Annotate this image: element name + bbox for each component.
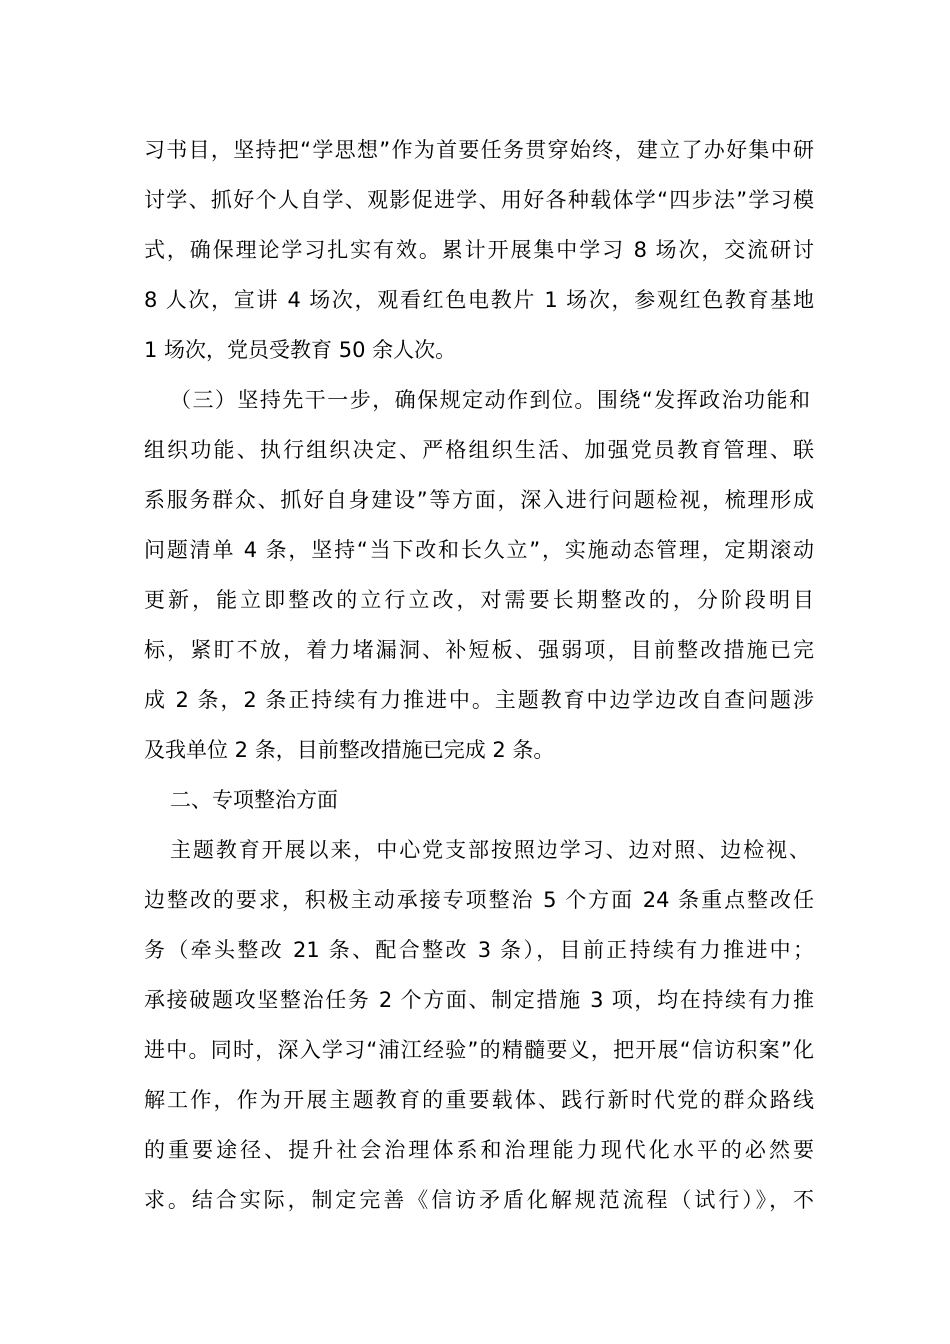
text-line: 解工作，作为开展主题教育的重要载体、践行新时代党的群众路线 xyxy=(144,1088,814,1112)
text-line: 边整改的要求，积极主动承接专项整治 5 个方面 24 条重点整改任 xyxy=(144,888,814,912)
paragraph-heading: （三）坚持先干一步，确保规定动作到位。围绕“发挥政治功能和 xyxy=(170,388,810,412)
text-line: 承接破题攻坚整治任务 2 个方面、制定措施 3 项，均在持续有力推 xyxy=(144,988,814,1012)
text-line: 的重要途径、提升社会治理体系和治理能力现代化水平的必然要 xyxy=(144,1138,814,1162)
text-line: 系服务群众、抓好自身建设”等方面，深入进行问题检视，梳理形成 xyxy=(144,488,814,512)
text-line: 主题教育开展以来，中心党支部按照边学习、边对照、边检视、 xyxy=(170,838,810,862)
text-line: 求。结合实际，制定完善《信访矛盾化解规范流程（试行）》，不 xyxy=(144,1188,814,1212)
text-line: 更新，能立即整改的立行立改，对需要长期整改的，分阶段明目 xyxy=(144,588,814,612)
text-line: 成 2 条，2 条正持续有力推进中。主题教育中边学边改自查问题涉 xyxy=(144,688,814,712)
text-line: 式，确保理论学习扎实有效。累计开展集中学习 8 场次，交流研讨 xyxy=(144,238,814,262)
text-line: 组织功能、执行组织决定、严格组织生活、加强党员教育管理、联 xyxy=(144,438,814,462)
text-line: 标，紧盯不放，着力堵漏洞、补短板、强弱项，目前整改措施已完 xyxy=(144,638,814,662)
section-heading: 二、专项整治方面 xyxy=(170,788,338,812)
text-line: 8 人次，宣讲 4 场次，观看红色电教片 1 场次，参观红色教育基地 xyxy=(144,288,814,312)
text-line: 习书目，坚持把“学思想”作为首要任务贯穿始终，建立了办好集中研 xyxy=(144,138,814,162)
text-line: 1 场次，党员受教育 50 余人次。 xyxy=(144,338,457,362)
text-line: 讨学、抓好个人自学、观影促进学、用好各种载体学“四步法”学习模 xyxy=(144,188,814,212)
text-line: 务（牵头整改 21 条、配合整改 3 条），目前正持续有力推进中； xyxy=(144,938,814,962)
text-line: 问题清单 4 条，坚持“当下改和长久立”，实施动态管理，定期滚动 xyxy=(144,538,814,562)
text-line: 及我单位 2 条，目前整改措施已完成 2 条。 xyxy=(144,738,555,762)
text-line: 进中。同时，深入学习“浦江经验”的精髓要义，把开展“信访积案”化 xyxy=(144,1038,814,1062)
